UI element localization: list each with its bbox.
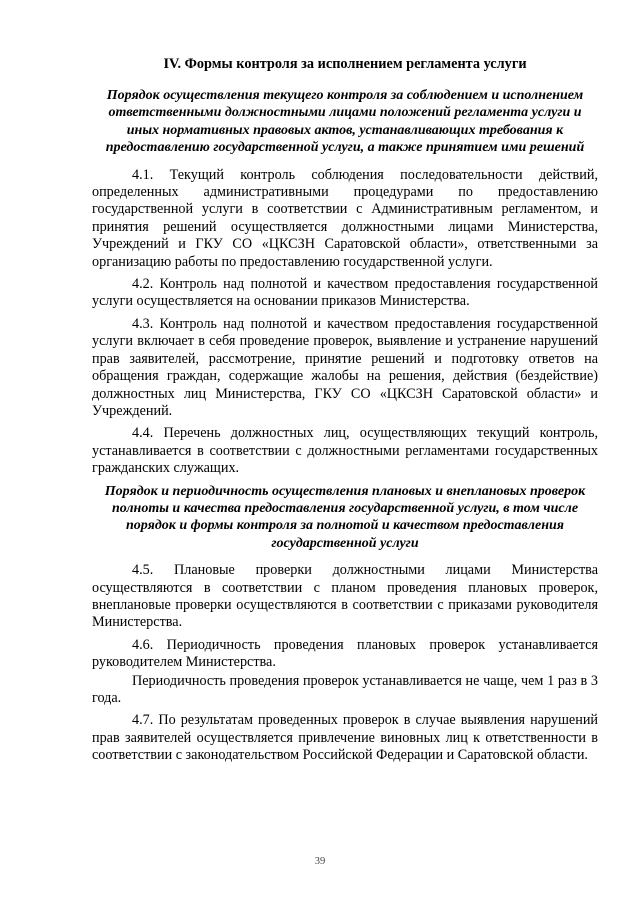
subheading-inspections: Порядок и периодичность осуществления плановых и внеплановых проверок полноты и качества предоставления государственной услуги, в том числе порядок и формы контроля за полнотой и качеством предоставления государственной услуги [104, 483, 586, 551]
section-title: IV. Формы контроля за исполнением регламента услуги [163, 56, 527, 72]
paragraph-4-2: 4.2. Контроль над полнотой и качеством предоставления государственной услуги осуществляется на основании приказов Министерства. [92, 276, 598, 310]
paragraph-4-5: 4.5. Плановые проверки должностными лицами Министерства осуществляются в соответствии с планом проведения плановых проверок, внеплановые проверки осуществляются в соответствии с приказами руководителя Министерства. [92, 562, 598, 631]
paragraph-4-1: 4.1. Текущий контроль соблюдения последовательности действий, определенных административными процедурами по предоставлению государственной услуги в соответствии с Административным регламентом, и принятия решений осуществляется должностными лицами Министерства, Учреждений и ГКУ СО «ЦКСЗН Саратовской области», ответственными за организацию работы по предоставлению государственной услуги. [92, 166, 598, 270]
paragraph-4-4: 4.4. Перечень должностных лиц, осуществляющих текущий контроль, устанавливается в соответствии с должностными регламентами государственных гражданских служащих. [92, 425, 598, 477]
paragraph-4-6: 4.6. Периодичность проведения плановых проверок устанавливается руководителем Министерства. [92, 636, 598, 671]
subheading-current-control: Порядок осуществления текущего контроля за соблюдением и исполнением ответственными должностными лицами положений регламента услуги и иных нормативных правовых актов, устанавливающих требования к предоставлению государственной услуги, а также принятием ими решений [105, 88, 585, 156]
paragraph-4-3: 4.3. Контроль над полнотой и качеством предоставления государственной услуги включает в себя проведение проверок, выявление и устранение нарушений прав заявителей, рассмотрение, принятие решений и подготовку ответов на обращения граждан, содержащие жалобы на решения, действия (бездействие) должностных лиц Министерства, ГКУ СО «ЦКСЗН Саратовской области» и Учреждений. [92, 315, 598, 419]
page-number: 39 [314, 856, 326, 867]
paragraph-4-7: 4.7. По результатам проведенных проверок в случае выявления нарушений прав заявителей осуществляется привлечение виновных лиц к ответственности в соответствии с законодательством Российской Федерации и Саратовской области. [92, 712, 598, 764]
paragraph-4-6-periodicity: Периодичность проведения проверок устанавливается не чаще, чем 1 раз в 3 года. [92, 672, 598, 706]
